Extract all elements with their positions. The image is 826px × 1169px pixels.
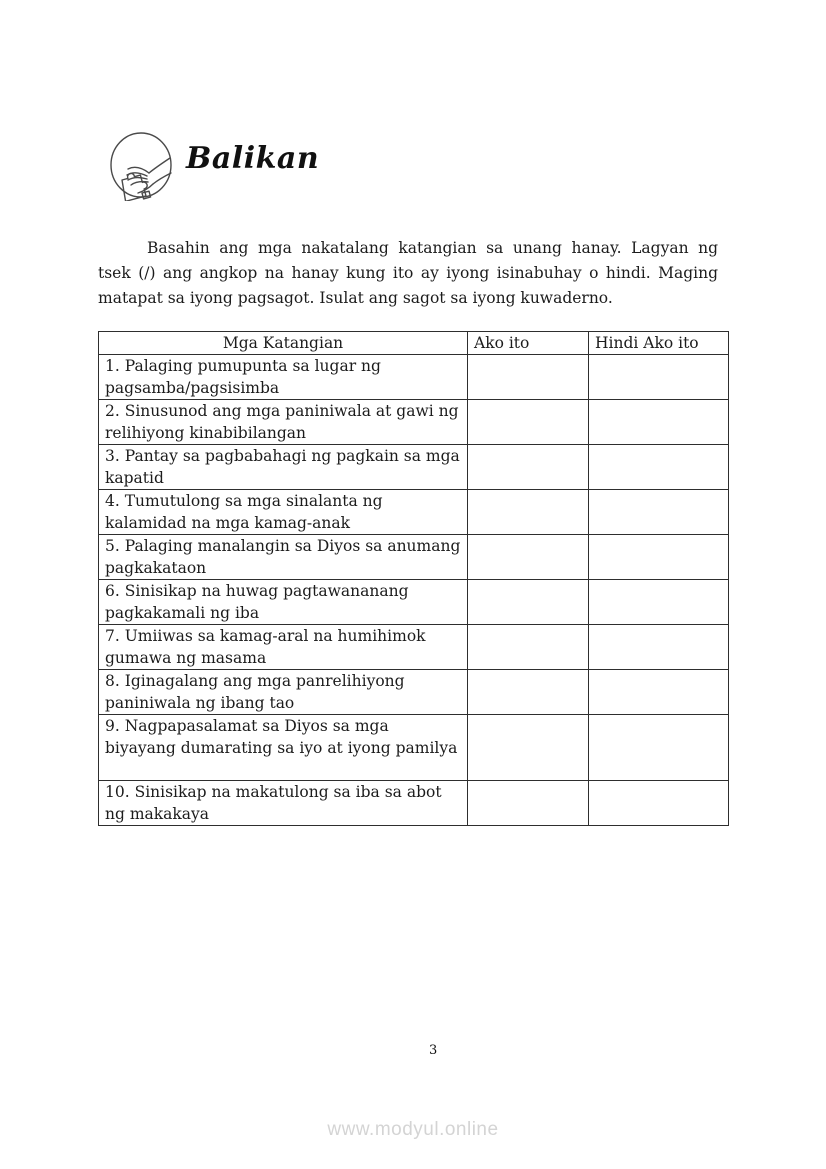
hindi-ako-ito-cell <box>589 535 729 580</box>
katangian-cell: 4. Tumutulong sa mga sinalanta ng kalamidad na mga kamag-anak <box>99 490 468 535</box>
watermark: www.modyul.online <box>327 1119 499 1140</box>
table-row <box>99 580 729 625</box>
ako-ito-cell <box>468 670 589 715</box>
katangian-cell: 1. Palaging pumupunta sa lugar ng pagsamba/pagsisimba <box>99 355 468 400</box>
ako-ito-cell <box>468 445 589 490</box>
hindi-ako-ito-cell <box>589 400 729 445</box>
instructions-line: Basahin ang mga nakatalang katangian sa unang hanay. Lagyan ng <box>147 239 718 257</box>
ako-ito-cell <box>468 355 589 400</box>
hindi-ako-ito-cell <box>589 580 729 625</box>
page-number: 3 <box>429 1043 438 1058</box>
table-row <box>99 670 729 715</box>
hindi-ako-ito-cell <box>589 625 729 670</box>
hindi-ako-ito-cell <box>589 445 729 490</box>
hand-holding-puzzle-piece-icon <box>108 131 174 201</box>
ako-ito-cell <box>468 490 589 535</box>
table-row <box>99 490 729 535</box>
katangian-cell: 3. Pantay sa pagbabahagi ng pagkain sa mga kapatid <box>99 445 468 490</box>
katangian-cell: 8. Iginagalang ang mga panrelihiyong paniniwala ng ibang tao <box>99 670 468 715</box>
katangian-cell: 7. Umiiwas sa kamag-aral na humihimok gumawa ng masama <box>99 625 468 670</box>
hindi-ako-ito-cell <box>589 490 729 535</box>
katangian-cell: 2. Sinusunod ang mga paniniwala at gawi ng relihiyong kinabibilangan <box>99 400 468 445</box>
ako-ito-cell <box>468 535 589 580</box>
table-row <box>99 715 729 781</box>
ako-ito-cell <box>468 781 589 826</box>
header-mga-katangian: Mga Katangian <box>99 332 468 355</box>
katangian-cell: 10. Sinisikap na makatulong sa iba sa abot ng makakaya <box>99 781 468 826</box>
ako-ito-cell <box>468 715 589 781</box>
section-title: Balikan <box>186 141 320 176</box>
katangian-cell: 9. Nagpapasalamat sa Diyos sa mga biyayang dumarating sa iyo at iyong pamilya <box>99 715 468 781</box>
hindi-ako-ito-cell <box>589 355 729 400</box>
table-header-row <box>99 332 729 355</box>
table-row <box>99 400 729 445</box>
katangian-cell: 6. Sinisikap na huwag pagtawananang pagkakamali ng iba <box>99 580 468 625</box>
hindi-ako-ito-cell <box>589 781 729 826</box>
katangian-cell: 5. Palaging manalangin sa Diyos sa anumang pagkakataon <box>99 535 468 580</box>
instructions-line: matapat sa iyong pagsagot. Isulat ang sagot sa iyong kuwaderno. <box>98 289 613 307</box>
header-ako-ito: Ako ito <box>468 332 589 355</box>
table-row <box>99 625 729 670</box>
hindi-ako-ito-cell <box>589 670 729 715</box>
ako-ito-cell <box>468 580 589 625</box>
table-row <box>99 445 729 490</box>
assessment-table <box>98 331 729 826</box>
table-row <box>99 355 729 400</box>
hindi-ako-ito-cell <box>589 715 729 781</box>
header-hindi-ako-ito: Hindi Ako ito <box>589 332 729 355</box>
instructions-line: tsek (/) ang angkop na hanay kung ito ay iyong isinabuhay o hindi. Maging <box>98 264 718 282</box>
ako-ito-cell <box>468 625 589 670</box>
table-row <box>99 535 729 580</box>
table-row <box>99 781 729 826</box>
instructions-paragraph <box>98 236 718 311</box>
ako-ito-cell <box>468 400 589 445</box>
